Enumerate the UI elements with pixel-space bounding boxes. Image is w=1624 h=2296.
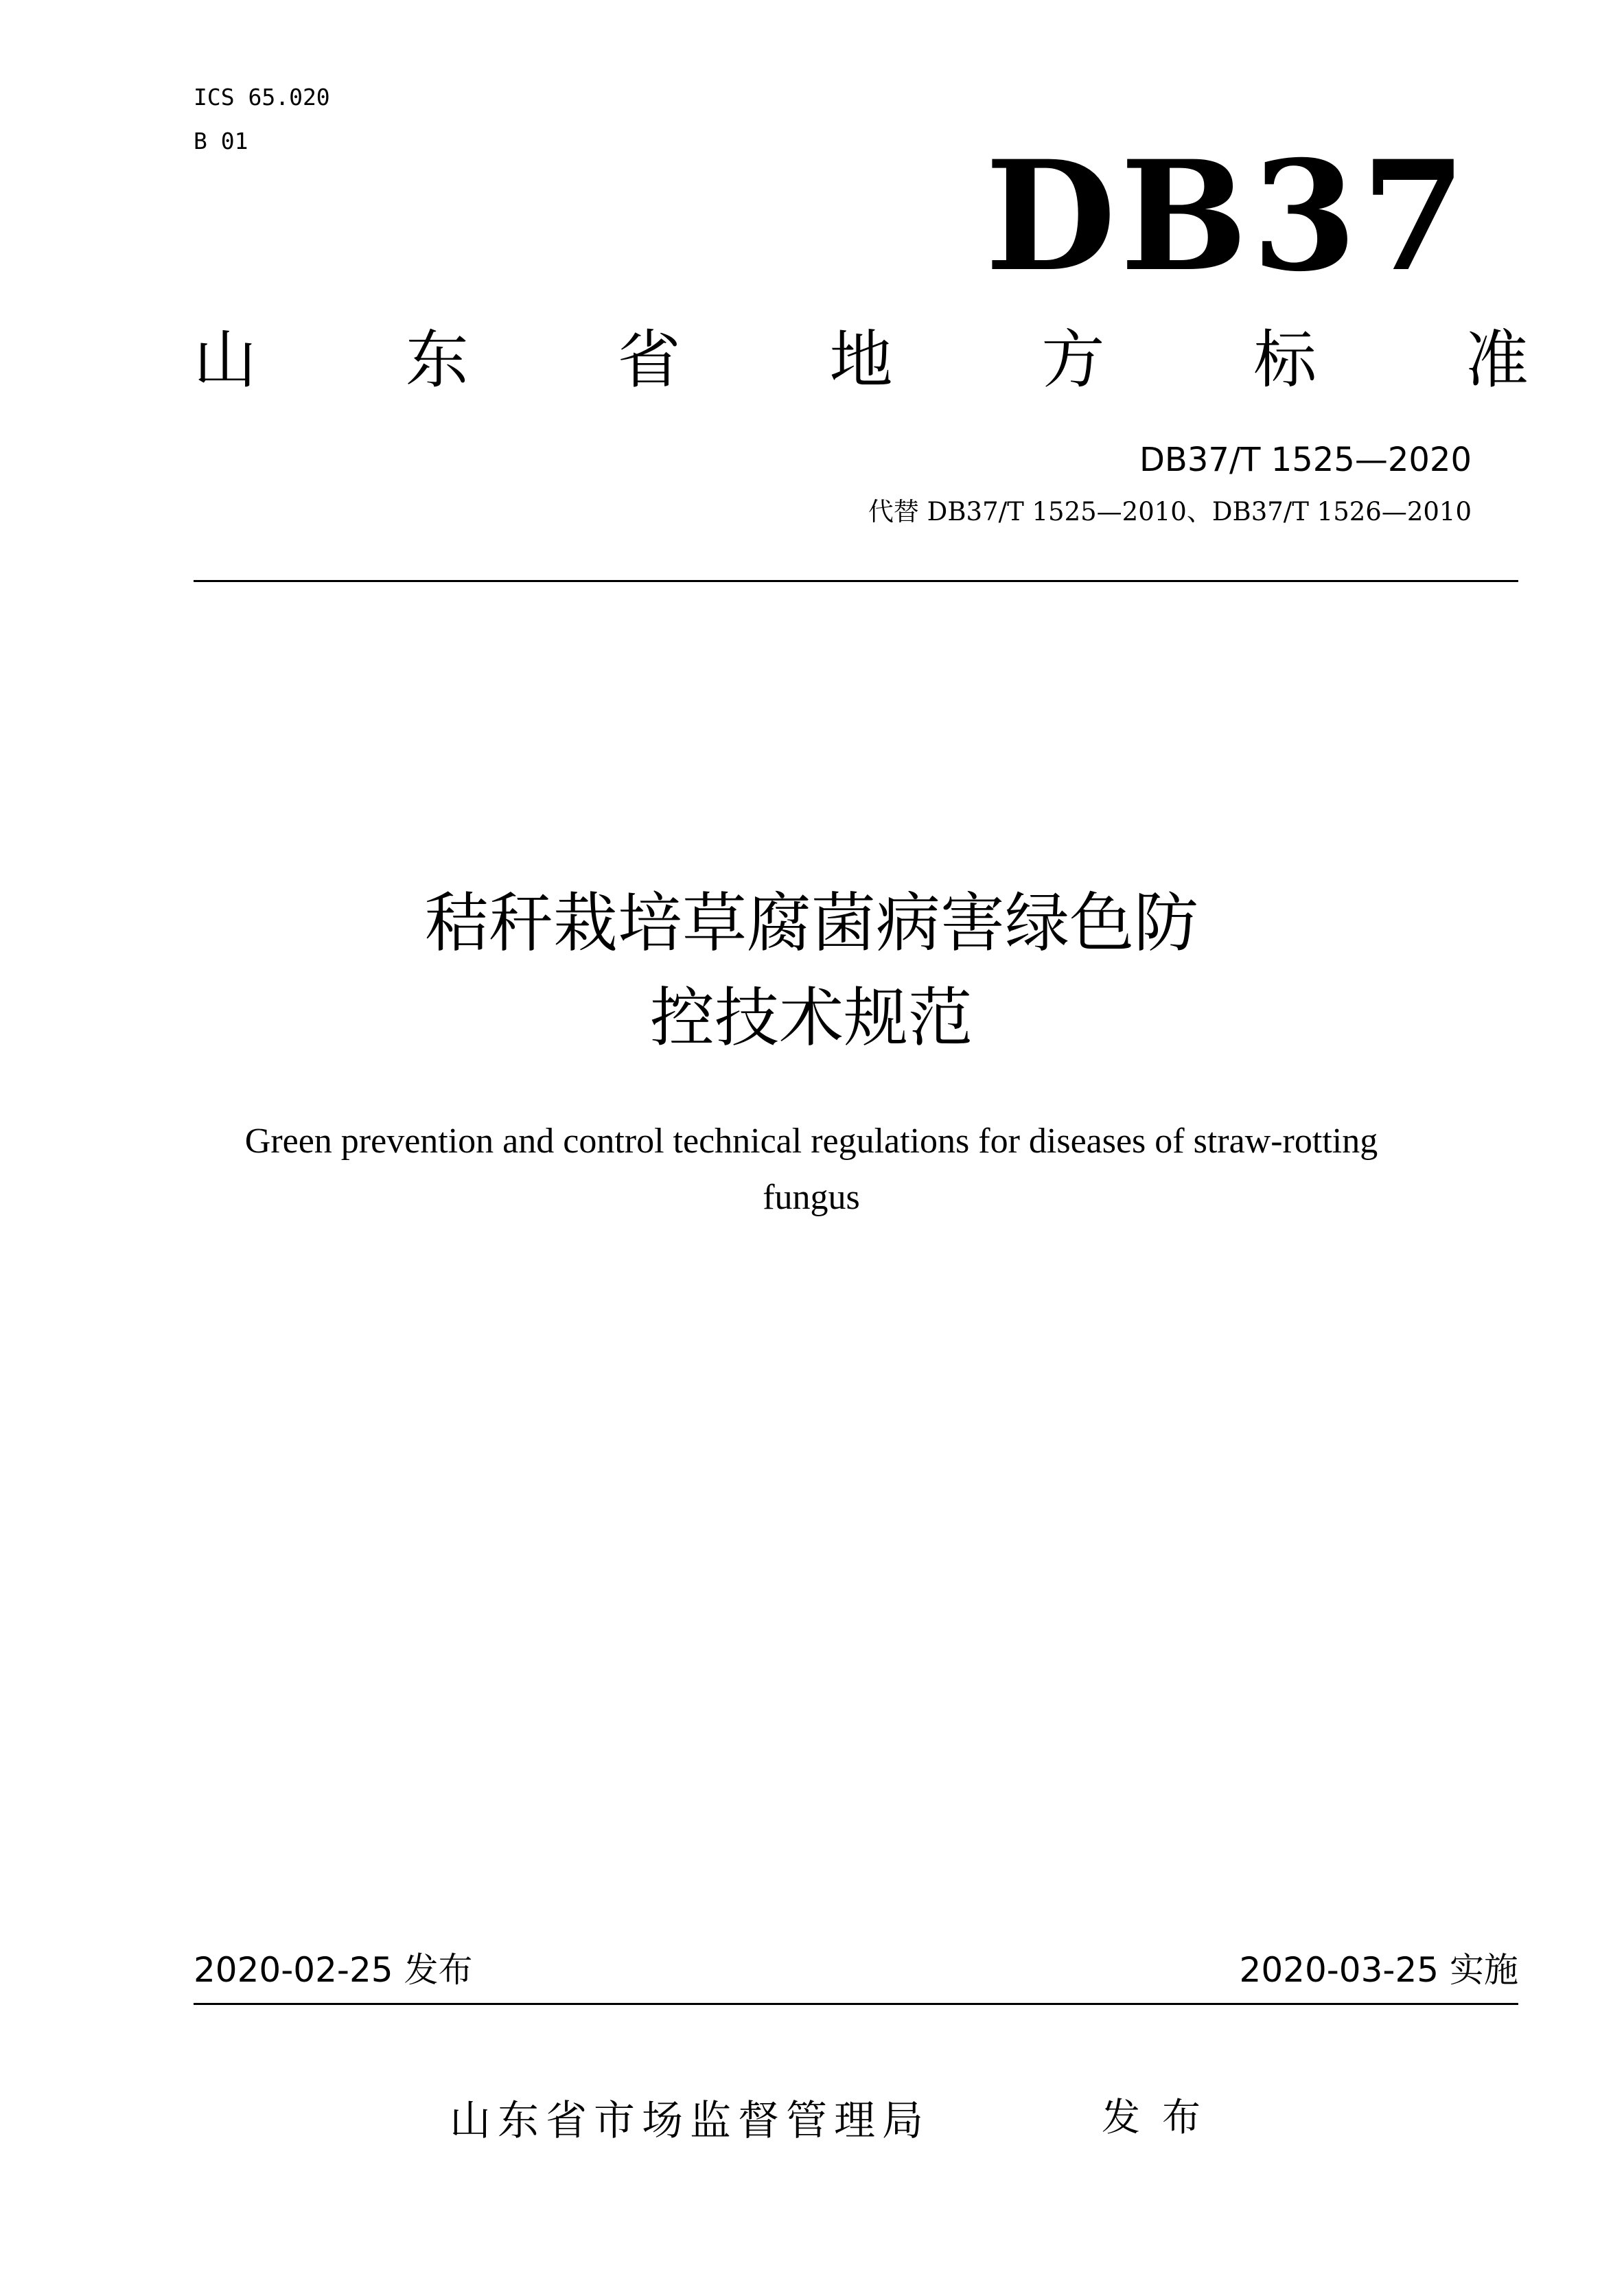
db37-logo: DB37 (985, 127, 1470, 305)
header-divider (194, 580, 1518, 582)
issuing-authority: 山东省市场监督管理局 (450, 2097, 930, 2145)
issue-action: 发布 (1102, 2096, 1222, 2140)
standard-type-char: 地 (829, 323, 893, 397)
standard-type-char: 标 (1253, 323, 1317, 397)
standard-type-char: 东 (405, 323, 469, 397)
footer-divider (194, 2003, 1518, 2005)
standard-type-char: 方 (1041, 323, 1105, 397)
standard-type-char: 准 (1465, 323, 1529, 397)
title-en-line: Green prevention and control technical regulations for diseases of straw-rotting (244, 1122, 1378, 1161)
standard-number: DB37/T 1525—2020 (1139, 441, 1472, 479)
title-en-line: fungus (763, 1178, 860, 1217)
implementation-date: 2020-03-25 实施 (1239, 1950, 1518, 1990)
replaces-note: 代替 DB37/T 1525—2010、DB37/T 1526—2010 (868, 497, 1472, 526)
title-cn-line: 控技术规范 (649, 981, 973, 1056)
issue-date: 2020-02-25 发布 (194, 1950, 473, 1990)
standard-type-char: 省 (617, 323, 681, 397)
ics-code: ICS 65.020 (194, 84, 330, 111)
standard-type-char: 山 (194, 323, 257, 397)
title-cn-line: 秸秆栽培草腐菌病害绿色防 (424, 886, 1198, 961)
ccs-code: B 01 (194, 128, 248, 154)
standard-type-heading (194, 319, 1529, 402)
